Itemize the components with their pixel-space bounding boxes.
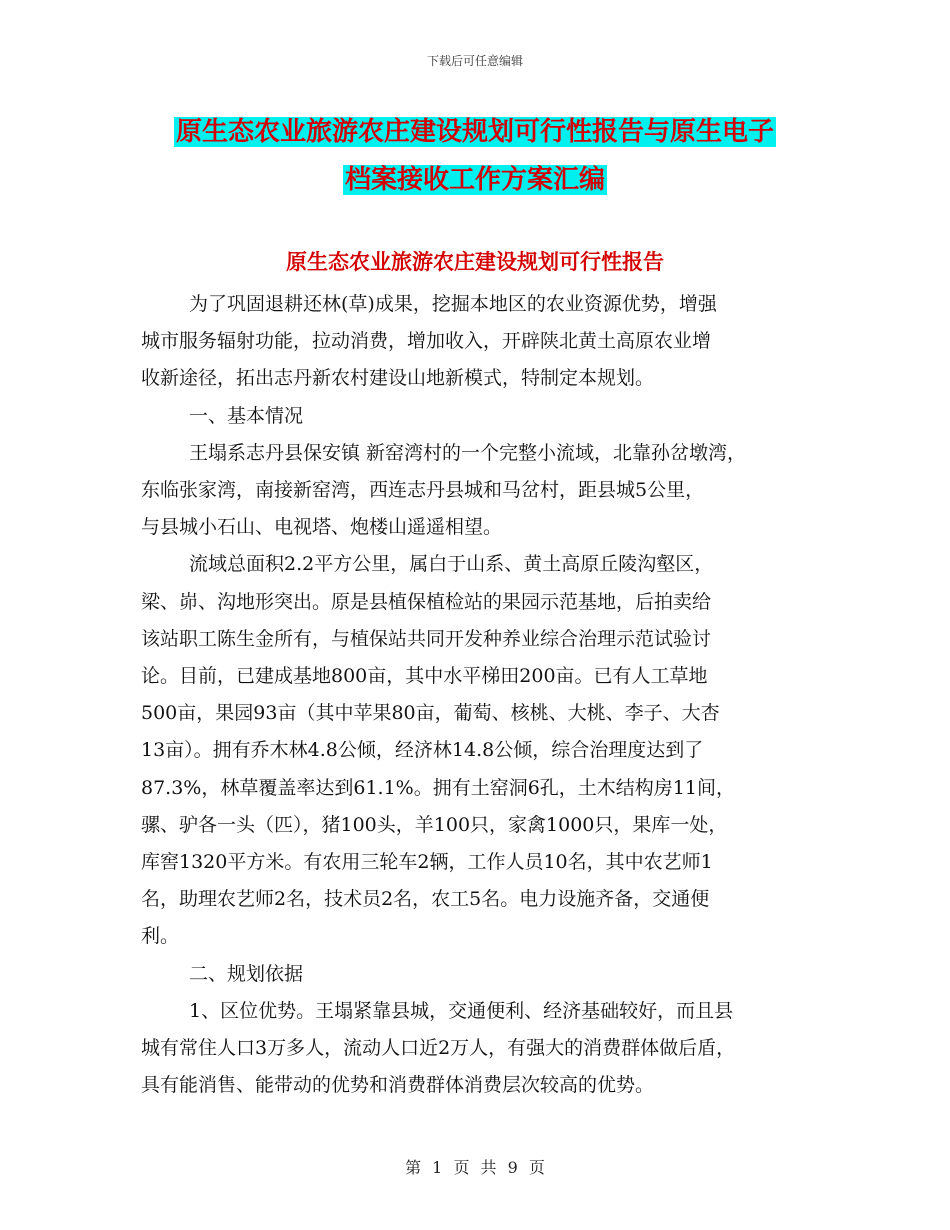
paragraph-line: 骡、驴各一头（匹），猪100头，羊100只，家禽1000只，果库一处， [141, 813, 728, 836]
paragraph-line: 利。 [141, 925, 180, 948]
paragraph-line: 名，助理农艺师2名，技术员2名，农工5名。电力设施齐备，交通便 [141, 888, 710, 911]
paragraph-line: 该站职工陈生金所有，与植保站共同开发种养业综合治理示范试验讨 [141, 627, 712, 650]
title-line-2: 档案接收工作方案汇编 [344, 165, 605, 195]
paragraph-line: 为了巩固退耕还林(草)成果，挖掘本地区的农业资源优势，增强 [189, 293, 717, 315]
paragraph-line: 1、区位优势。王塌紧靠县城，交通便利、经济基础较好，而且县 [189, 999, 734, 1022]
paragraph-line: 与县城小石山、电视塔、炮楼山遥遥相望。 [141, 516, 503, 539]
page-footer: 第 1 页 共 9 页 [405, 1158, 545, 1177]
paragraph-line: 王塌系志丹县保安镇 新窑湾村的一个完整小流域，北靠孙岔墩湾， [189, 441, 747, 464]
paragraph-line: 库窖1320平方米。有农用三轮车2辆，工作人员10名，其中农艺师1 [141, 851, 713, 874]
section-title: 原生态农业旅游农庄建设规划可行性报告 [286, 250, 664, 274]
paragraph-line: 500亩，果园93亩（其中苹果80亩，葡萄、核桃、大桃、李子、大杏 [141, 702, 720, 725]
paragraph-line: 具有能消售、能带动的优势和消费群体消费层次较高的优势。 [141, 1074, 655, 1097]
paragraph-line: 13亩）。拥有乔木林4.8公倾，经济林14.8公倾，综合治理度达到了 [141, 739, 704, 762]
paragraph-line: 论。目前，已建成基地800亩，其中水平梯田200亩。已有人工草地 [141, 665, 708, 688]
title-line-1: 原生态农业旅游农庄建设规划可行性报告与原生电子 [175, 117, 774, 147]
paragraph-line: 流域总面积2.2平方公里，属白于山系、黄土高原丘陵沟壑区， [189, 553, 714, 576]
paragraph-line: 城有常住人口3万多人，流动人口近2万人，有强大的消费群体做后盾， [141, 1037, 736, 1060]
paragraph-line: 收新途径，拓出志丹新农村建设山地新模式，特制定本规划。 [141, 367, 655, 390]
heading-planning-basis: 二、规划依据 [189, 962, 304, 985]
document-title [0, 108, 950, 204]
paragraph-line: 东临张家湾，南接新窑湾，西连志丹县城和马岔村，距县城5公里， [141, 479, 705, 502]
paragraph-line: 梁、峁、沟地形突出。原是县植保植检站的果园示范基地，后拍卖给 [141, 590, 712, 613]
document-body [141, 286, 811, 1104]
paragraph-line: 87.3%，林草覆盖率达到61.1%。拥有土窑洞6孔，土木结构房11间， [141, 776, 735, 799]
header-note: 下载后可任意编辑 [426, 54, 523, 68]
heading-basic-situation: 一、基本情况 [189, 404, 304, 427]
paragraph-line: 城市服务辐射功能，拉动消费，增加收入，开辟陕北黄土高原农业增 [141, 330, 712, 353]
